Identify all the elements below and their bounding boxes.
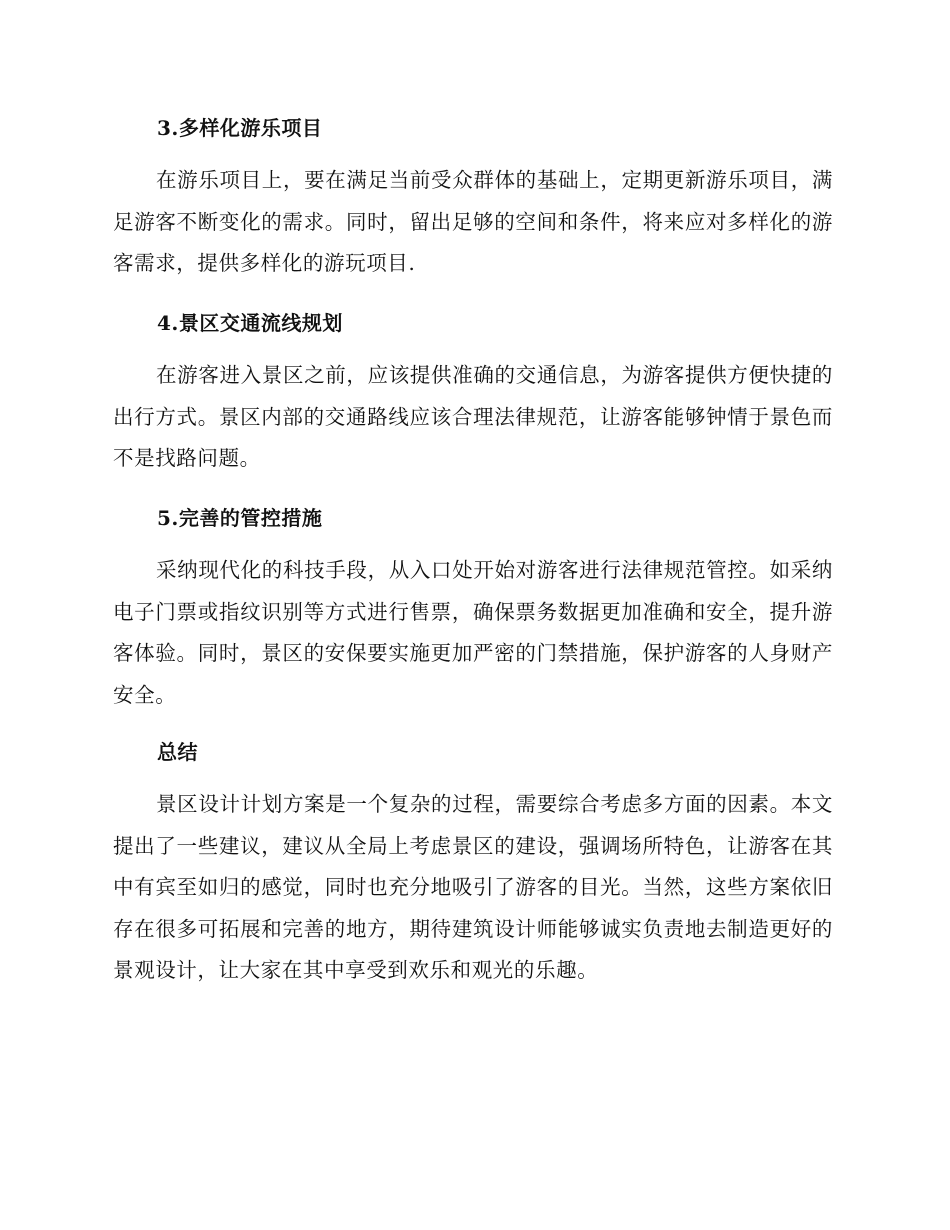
section-paragraph-control-measures: 采纳现代化的科技手段，从入口处开始对游客进行法律规范管控。如采纳电子门票或指纹识别等方式进行售票，确保票务数据更加准确和安全，提升游客体验。同时，景区的安保要实施更加严密的门禁措施，保护游客的人身财产安全。 (113, 558, 833, 707)
section-heading-traffic-planning: 4.景区交通流线规划 (157, 311, 343, 335)
section-paragraph-traffic-planning: 在游客进入景区之前，应该提供准确的交通信息，为游客提供方便快捷的出行方式。景区内部的交通路线应该合理法律规范，让游客能够钟情于景色而不是找路问题。 (113, 363, 833, 470)
section-heading-summary: 总结 (157, 740, 198, 764)
section-heading-control-measures: 5.完善的管控措施 (157, 506, 323, 530)
section-heading-diverse-attractions: 3.多样化游乐项目 (157, 116, 323, 140)
section-paragraph-diverse-attractions: 在游乐项目上，要在满足当前受众群体的基础上，定期更新游乐项目，满足游客不断变化的需求。同时，留出足够的空间和条件，将来应对多样化的游客需求，提供多样化的游玩项目. (113, 168, 833, 275)
section-paragraph-summary: 景区设计计划方案是一个复杂的过程，需要综合考虑多方面的因素。本文提出了一些建议，建议从全局上考虑景区的建设，强调场所特色，让游客在其中有宾至如归的感觉，同时也充分地吸引了游客的目光。当然，这些方案依旧存在很多可拓展和完善的地方，期待建筑设计师能够诚实负责地去制造更好的景观设计，让大家在其中享受到欢乐和观光的乐趣。 (113, 792, 833, 982)
